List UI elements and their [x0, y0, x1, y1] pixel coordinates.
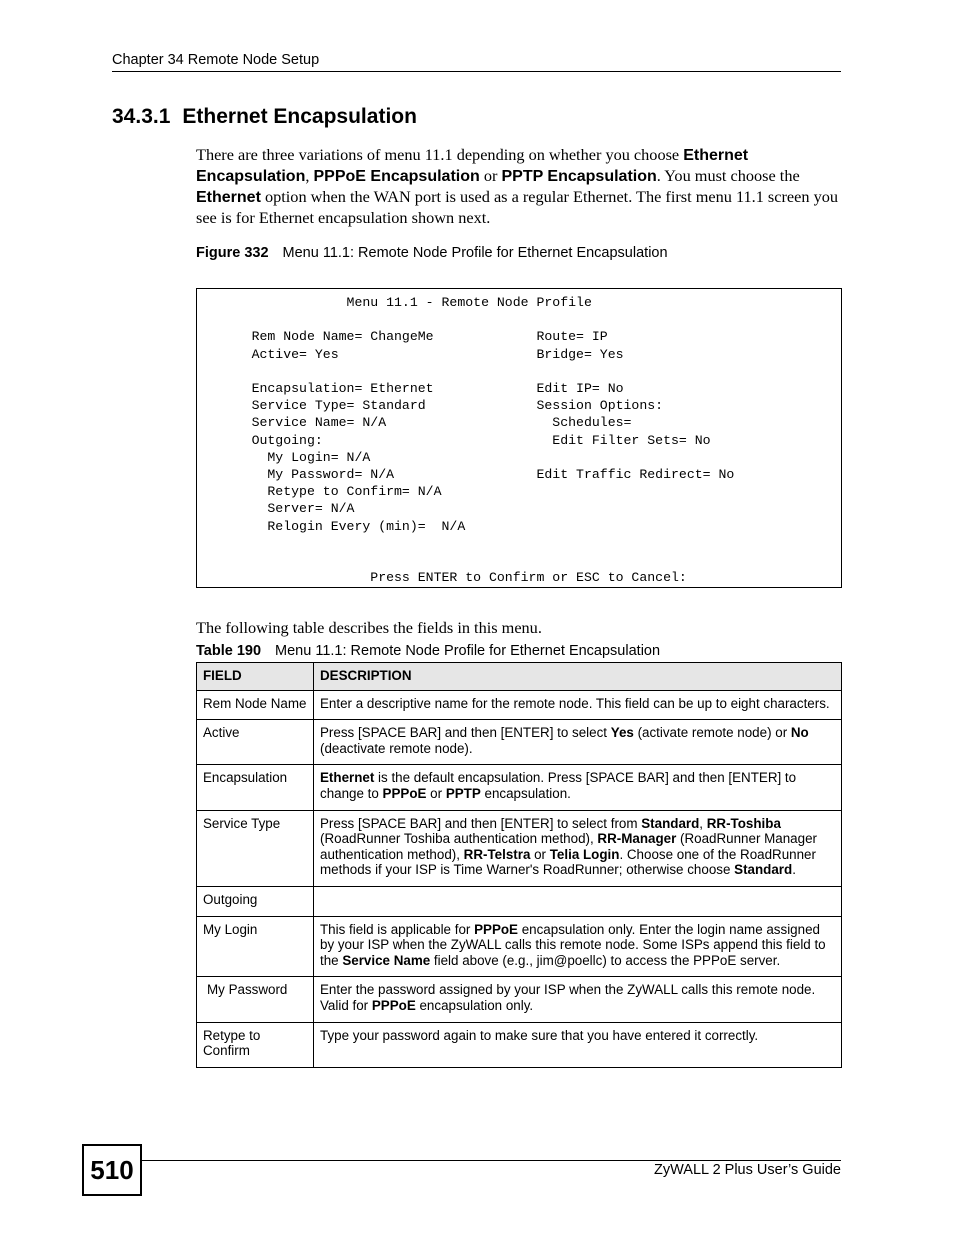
bold-term: PPPoE	[474, 921, 518, 937]
page-number: 510	[82, 1144, 142, 1196]
guide-title: ZyWALL 2 Plus User’s Guide	[654, 1162, 841, 1178]
field-description-cell	[314, 916, 842, 977]
text-run: or	[426, 785, 446, 801]
table-header-row	[197, 663, 842, 691]
text-run: . You must choose the	[656, 166, 800, 185]
bold-term: Yes	[610, 725, 634, 741]
field-name-cell	[197, 977, 314, 1022]
text-run: encapsulation only.	[415, 997, 534, 1013]
text-run: or	[479, 166, 502, 185]
field-description-cell	[314, 720, 842, 765]
table-row	[197, 690, 842, 720]
field-column-header: FIELD	[197, 663, 314, 691]
field-description-cell	[314, 977, 842, 1022]
bold-term: Ethernet	[320, 770, 375, 786]
bold-term: PPPoE	[382, 785, 427, 801]
text-run: field above (e.g., jim@poellc) to access the PPPoE server.	[430, 952, 781, 968]
bold-term: Standard	[734, 862, 793, 878]
field-name: Encapsulation	[203, 770, 288, 786]
field-name-cell	[197, 916, 314, 977]
intro-paragraph	[196, 145, 844, 228]
bold-term: PPPoE	[371, 997, 416, 1013]
footer-divider	[140, 1160, 841, 1161]
field-name-cell	[197, 886, 314, 916]
text-run: (RoadRunner Toshiba authentication method),	[320, 831, 598, 847]
table-caption	[196, 643, 660, 659]
text-run: (RoadRunner Manager authentication method),	[320, 831, 817, 862]
field-name-cell	[197, 690, 314, 720]
table-title: Menu 11.1: Remote Node Profile for Ethernet Encapsulation	[275, 643, 661, 659]
field-name: My Login	[203, 921, 258, 937]
bold-term: Standard	[641, 815, 700, 831]
text-run: Press [SPACE BAR] and then [ENTER] to select	[320, 725, 611, 741]
table-label: Table 190	[196, 643, 262, 659]
bold-term: No	[790, 725, 809, 741]
table-row	[197, 810, 842, 886]
section-heading	[112, 105, 417, 129]
bold-term: Ethernet Encapsulation	[196, 147, 749, 185]
field-name: My Password	[207, 982, 288, 998]
field-name-cell	[197, 720, 314, 765]
menu-screen-text: Menu 11.1 - Remote Node Profile Rem Node Name= ChangeMe Route= IP Active= Yes Bridge= Yes Encapsulation= Ethernet Edit IP= No Service Type= Standard Session Options: Service Name= N/A Schedules= Outgoing: Edit Filter Sets= No My Login= N/A My Password= N/A Edit Traffic Redirect= No Retype to Confirm= N/A Server= N/A Relogin Every (min)= N/A Press ENTER to Confirm or ESC to Cancel:	[251, 295, 735, 586]
bold-term: Ethernet	[196, 189, 261, 206]
header-divider	[112, 71, 841, 72]
table-row	[197, 977, 842, 1022]
table-intro: The following table describes the fields in this menu.	[196, 618, 542, 637]
table-row	[197, 1022, 842, 1067]
text-run: . Choose one of the RoadRunner methods if your ISP is Time Warner's RoadRunner; otherwise choose	[320, 846, 816, 878]
text-run: encapsulation only. Enter the login name assigned by your ISP when the ZyWALL calls this remote node. Some ISPs append this field to the	[320, 921, 826, 968]
bold-term: RR-Toshiba	[706, 815, 781, 831]
running-header: Chapter 34 Remote Node Setup	[112, 52, 320, 68]
field-description-cell	[314, 810, 842, 886]
table-row	[197, 720, 842, 765]
text-run: .	[792, 862, 796, 878]
text-run: (activate remote node) or	[633, 725, 791, 741]
bold-term: PPTP	[445, 785, 481, 801]
field-description-cell	[314, 765, 842, 810]
text-run: or	[530, 846, 550, 862]
text-run: There are three variations of menu 11.1 depending on whether you choose	[196, 145, 684, 164]
bold-term: Service Name	[342, 952, 431, 968]
field-name: Service Type	[203, 815, 281, 831]
field-name-cell	[197, 765, 314, 810]
figure-label: Figure 332	[196, 245, 269, 261]
text-run: ,	[699, 815, 707, 831]
description-column-header: DESCRIPTION	[314, 663, 842, 691]
bold-term: PPTP Encapsulation	[501, 168, 657, 185]
menu-screen-figure	[196, 288, 842, 588]
text-run: (deactivate remote node).	[320, 740, 473, 756]
section-number: 34.3.1	[112, 105, 171, 128]
text-run: ,	[305, 166, 314, 185]
text-run: option when the WAN port is used as a regular Ethernet. The first menu 11.1 screen you see is for Ethernet encapsulation shown next.	[196, 187, 838, 227]
table-row	[197, 886, 842, 916]
figure-caption	[196, 245, 668, 261]
bold-term: RR-Telstra	[463, 846, 531, 862]
text-run: This field is applicable for	[320, 921, 475, 937]
field-name: Outgoing	[203, 891, 258, 907]
text-run: Press [SPACE BAR] and then [ENTER] to select from	[320, 815, 642, 831]
table-row	[197, 916, 842, 977]
figure-title: Menu 11.1: Remote Node Profile for Ethernet Encapsulation	[282, 245, 668, 261]
text-run: Type your password again to make sure that you have entered it correctly.	[320, 1027, 759, 1043]
text-run: Enter the password assigned by your ISP when the ZyWALL calls this remote node. Valid for	[320, 982, 816, 1013]
bold-term: PPPoE Encapsulation	[313, 168, 480, 185]
field-name: Active	[203, 725, 240, 741]
text-run: is the default encapsulation. Press [SPACE BAR] and then [ENTER] to change to	[320, 770, 797, 801]
text-run: Enter a descriptive name for the remote node. This field can be up to eight characters.	[320, 695, 830, 711]
table-row	[197, 765, 842, 810]
field-description-cell	[314, 886, 842, 916]
field-name-cell	[197, 810, 314, 886]
bold-term: RR-Manager	[597, 831, 677, 847]
bold-term: Telia Login	[549, 846, 620, 862]
field-description-cell	[314, 690, 842, 720]
field-description-cell	[314, 1022, 842, 1067]
field-name: Rem Node Name	[203, 695, 307, 711]
section-title: Ethernet Encapsulation	[182, 105, 417, 128]
text-run: encapsulation.	[480, 785, 571, 801]
fields-table	[196, 662, 842, 1068]
field-name-cell	[197, 1022, 314, 1067]
field-name: Retype to Confirm	[203, 1027, 261, 1059]
